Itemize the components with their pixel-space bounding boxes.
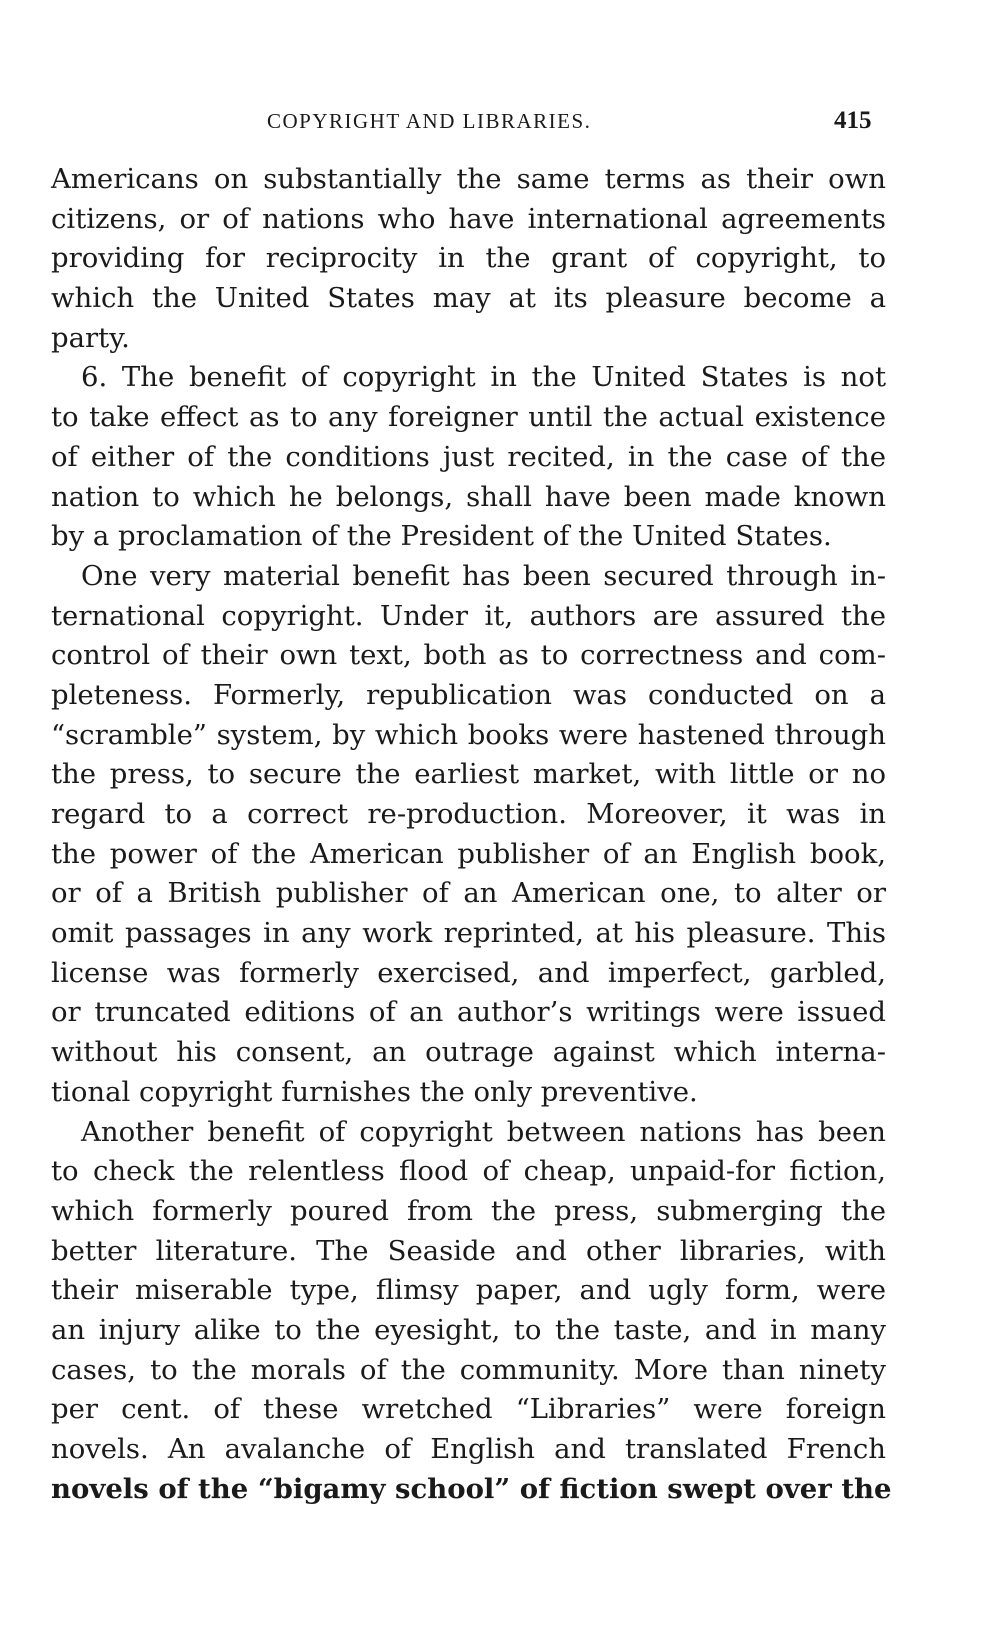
text-line: novels. An avalanche of English and translated French (51, 1433, 886, 1465)
text-line: per cent. of these wretched “Libraries” were foreign (51, 1393, 886, 1426)
text-line: cases, to the morals of the community. More than ninety (51, 1353, 886, 1386)
text-line: license was formerly exercised, and imperfect, garbled, (51, 956, 886, 989)
text-line: One very material benefit has been secured through in- (81, 559, 886, 592)
text-line: better literature. The Seaside and other libraries, with (51, 1234, 886, 1267)
text-line: providing for reciprocity in the grant of copyright, to (51, 242, 886, 275)
page-number: 415 (834, 107, 872, 134)
text-line: by a proclamation of the President of the United States. (51, 520, 832, 553)
body-text (51, 160, 892, 1509)
text-line: of either of the conditions just recited, in the case of the (51, 440, 886, 473)
text-line: party. (51, 321, 130, 354)
running-title: COPYRIGHT AND LIBRARIES. (267, 109, 592, 133)
text-line: tional copyright furnishes the only preventive. (51, 1075, 698, 1108)
text-line: Americans on substantially the same terms as their own (51, 163, 886, 195)
text-line: Another benefit of copyright between nations has been (81, 1115, 886, 1148)
text-line: 6. The benefit of copyright in the United States is not (81, 361, 886, 394)
text-line: which the United States may at its pleasure become a (51, 282, 886, 315)
text-line: novels of the “bigamy school” of fiction swept over the (51, 1472, 892, 1505)
text-line: regard to a correct re-production. Moreover, it was in (51, 798, 886, 830)
text-line: the power of the American publisher of an English book, (51, 837, 886, 870)
text-line: their miserable type, flimsy paper, and ugly form, were (51, 1274, 886, 1307)
text-line: pleteness. Formerly, republication was conducted on a (51, 678, 886, 711)
text-line: without his consent, an outrage against which interna- (51, 1036, 886, 1069)
text-line: to take effect as to any foreigner until the actual existence (51, 401, 886, 434)
text-line: to check the relentless flood of cheap, unpaid-for fiction, (51, 1155, 886, 1188)
text-line: or of a British publisher of an American one, to alter or (51, 877, 886, 910)
text-line: which formerly poured from the press, submerging the (51, 1194, 886, 1227)
running-head (0, 104, 1000, 138)
text-line: “scramble” system, by which books were hastened through (51, 718, 886, 751)
text-line: ternational copyright. Under it, authors are assured the (51, 599, 886, 632)
text-line: control of their own text, both as to correctness and com- (51, 639, 886, 672)
text-line: citizens, or of nations who have international agreements (51, 202, 886, 235)
text-line: the press, to secure the earliest market, with little or no (51, 758, 886, 791)
text-line: or truncated editions of an author’s writings were issued (51, 996, 886, 1029)
text-line: an injury alike to the eyesight, to the taste, and in many (51, 1313, 886, 1346)
text-line: omit passages in any work reprinted, at his pleasure. This (51, 917, 886, 950)
text-line: nation to which he belongs, shall have been made known (51, 480, 886, 513)
